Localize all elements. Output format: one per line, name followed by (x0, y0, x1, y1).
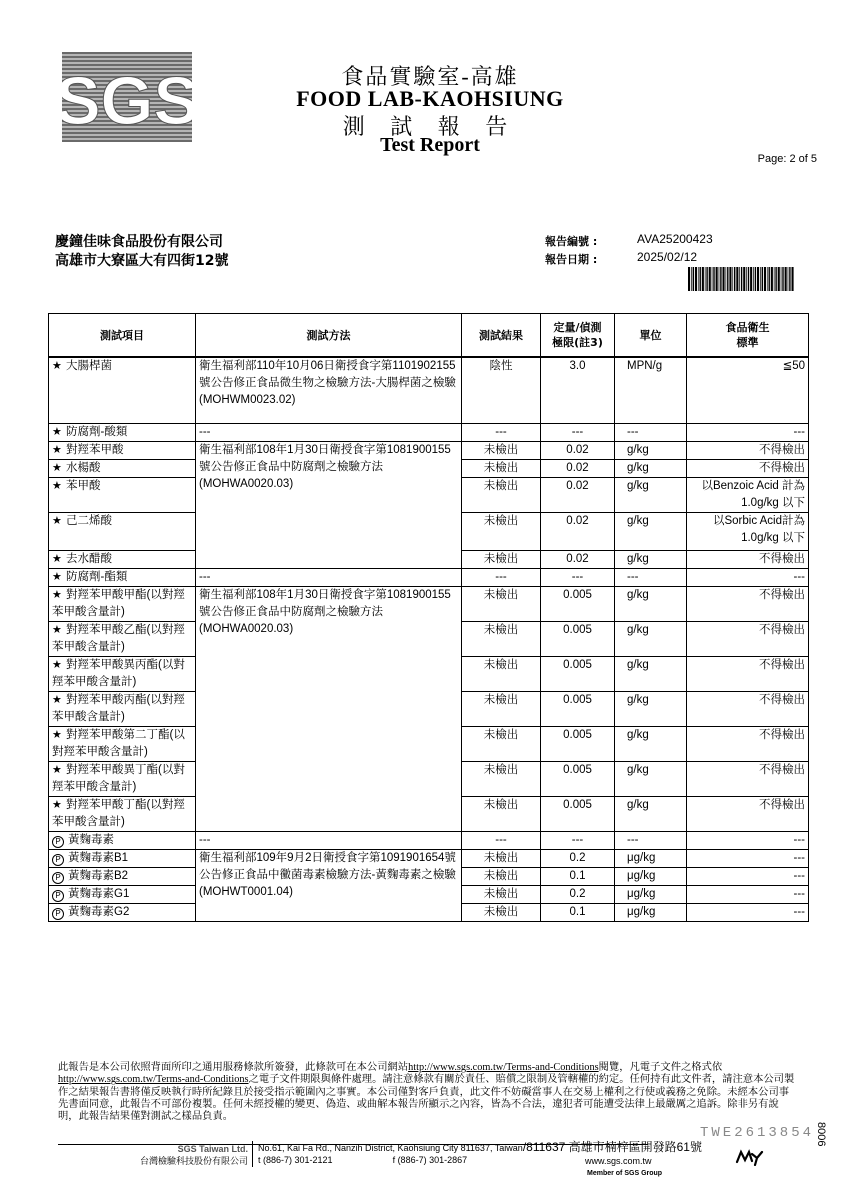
barcode (688, 267, 795, 291)
cell-item: ★ 對羥苯甲酸甲酯(以對羥苯甲酸含量計) (49, 586, 196, 621)
star-icon: ★ (52, 798, 62, 811)
cell-item: P 黃麴毒素G2 (49, 903, 196, 921)
report-date-label: 報告日期 : (545, 253, 598, 266)
p-mark-icon: P (52, 890, 64, 902)
cell-standard: 不得檢出 (687, 691, 809, 726)
cell-unit: --- (615, 423, 687, 441)
cell-item: ★ 對羥苯甲酸 (49, 441, 196, 459)
p-mark-icon: P (52, 872, 64, 884)
star-icon: ★ (52, 425, 62, 438)
header-unit: 單位 (615, 314, 687, 358)
cell-result: --- (462, 831, 541, 849)
cell-unit: --- (615, 831, 687, 849)
cell-standard: 不得檢出 (687, 656, 809, 691)
cell-item: ★ 防腐劑-酸類 (49, 423, 196, 441)
cell-loq: 0.1 (541, 903, 615, 921)
cell-unit: g/kg (615, 761, 687, 796)
cell-unit: g/kg (615, 656, 687, 691)
cell-item: ★ 對羥苯甲酸丙酯(以對羥苯甲酸含量計) (49, 691, 196, 726)
results-table (48, 313, 809, 922)
cell-loq: 0.02 (541, 512, 615, 550)
report-title-en: Test Report (380, 134, 480, 156)
cell-result: 未檢出 (462, 796, 541, 831)
cell-unit: μg/kg (615, 903, 687, 921)
cell-loq: 0.2 (541, 885, 615, 903)
cell-item: P 黃麴毒素 (49, 831, 196, 849)
cell-result: 未檢出 (462, 691, 541, 726)
cell-standard: --- (687, 885, 809, 903)
table-row (49, 357, 809, 423)
cell-result: 陰性 (462, 357, 541, 423)
side-number: 8006 (815, 1122, 827, 1147)
star-icon: ★ (52, 728, 62, 741)
sgs-logo-graphic (62, 52, 192, 142)
serial-number: TWE2613854 (700, 1125, 815, 1141)
star-icon: ★ (52, 443, 62, 456)
fax: f (886-7) 301-2867 (392, 1155, 468, 1165)
star-icon: ★ (52, 623, 62, 636)
address-en: No.61, Kai Fa Rd., Nanzih District, Kaohsiung City 811637, Taiwan (258, 1143, 523, 1153)
cell-result: 未檢出 (462, 512, 541, 550)
sgs-logo (62, 52, 192, 142)
header-result: 測試結果 (462, 314, 541, 358)
cell-standard: ≦50 (687, 357, 809, 423)
star-icon: ★ (52, 658, 62, 671)
cell-result: 未檢出 (462, 586, 541, 621)
header-item: 測試項目 (49, 314, 196, 358)
page-number: Page: 2 of 5 (757, 153, 817, 165)
cell-item: ★ 去水醋酸 (49, 550, 196, 568)
cell-loq: 0.2 (541, 849, 615, 867)
star-icon: ★ (52, 552, 62, 565)
cell-item: ★ 水楊酸 (49, 459, 196, 477)
cell-unit: g/kg (615, 586, 687, 621)
p-mark-icon: P (52, 836, 64, 848)
cell-standard: 以Benzoic Acid 計為1.0g/kg 以下 (687, 477, 809, 512)
cell-result: 未檢出 (462, 621, 541, 656)
member-of-sgs: Member of SGS Group (587, 1170, 663, 1177)
cell-standard: --- (687, 568, 809, 586)
cell-loq: 0.005 (541, 761, 615, 796)
cell-result: 未檢出 (462, 849, 541, 867)
table-row (49, 568, 809, 586)
footer-disclaimer: 此報告是本公司依照背面所印之通用服務條款所簽發，此條款可在本公司網站http://www.sgs.com.tw/Terms-and-Conditions閱覽，凡電子文件之格式依http://www.sgs.com.tw/Terms-and-Conditions之電子文件期限與條件處理。請注意條款有關於責任、賠償之限制及管轄權的約定。任何持有此文件者，請注意本公司製作之結果報告書將僅反映執行時所紀錄且於接受指示範圍內之事實。本公司僅對客戶負責，此文件不妨礙當事人在交易上權利之行使或義務之免除。未經本公司事先書面同意，此報告不可部份複製。任何未經授權的變更、偽造、或曲解本報告所顯示之內容，皆為不合法，違犯者可能遭受法律上最嚴厲之追訴。除非另有說明，此報告結果僅對測試之樣品負責。 (58, 1062, 795, 1123)
report-no: AVA25200423 (637, 232, 713, 246)
cell-item: P 黃麴毒素B2 (49, 867, 196, 885)
cell-method: 衛生福利部109年9月2日衛授食字第1091901654號公告修正食品中黴菌毒素檢驗方法-黃麴毒素之檢驗(MOHWT0001.04) (196, 849, 462, 921)
cell-unit: g/kg (615, 796, 687, 831)
report-date: 2025/02/12 (637, 250, 698, 264)
cell-item: ★ 對羥苯甲酸丁酯(以對羥苯甲酸含量計) (49, 796, 196, 831)
footer-website[interactable]: www.sgs.com.tw (585, 1156, 652, 1166)
table-row (49, 849, 809, 867)
cell-result: 未檢出 (462, 761, 541, 796)
cell-loq: 0.02 (541, 459, 615, 477)
cell-standard: --- (687, 867, 809, 885)
logo-text: SGS (62, 63, 192, 139)
star-icon: ★ (52, 763, 62, 776)
table-row (49, 831, 809, 849)
cell-method: --- (196, 423, 462, 441)
cell-loq: 0.005 (541, 796, 615, 831)
cell-item: ★ 對羥苯甲酸異丁酯(以對羥苯甲酸含量計) (49, 761, 196, 796)
cell-loq: 0.005 (541, 656, 615, 691)
cell-item: ★ 大腸桿菌 (49, 357, 196, 423)
cell-standard: --- (687, 423, 809, 441)
cell-unit: g/kg (615, 691, 687, 726)
cell-method: --- (196, 831, 462, 849)
cell-standard: 不得檢出 (687, 586, 809, 621)
signature-icon (735, 1148, 765, 1166)
cell-item: P 黃麴毒素B1 (49, 849, 196, 867)
star-icon: ★ (52, 360, 62, 372)
client-name: 慶鐘佳味食品股份有限公司 (55, 234, 223, 250)
cell-standard: 不得檢出 (687, 726, 809, 761)
cell-result: 未檢出 (462, 477, 541, 512)
cell-result: 未檢出 (462, 441, 541, 459)
cell-result: --- (462, 568, 541, 586)
cell-result: 未檢出 (462, 867, 541, 885)
table-header-row (49, 314, 809, 358)
cell-item: ★ 防腐劑-酯類 (49, 568, 196, 586)
cell-standard: 不得檢出 (687, 441, 809, 459)
cell-loq: 0.005 (541, 726, 615, 761)
cell-standard: 不得檢出 (687, 761, 809, 796)
cell-standard: --- (687, 831, 809, 849)
cell-result: --- (462, 423, 541, 441)
cell-standard: 不得檢出 (687, 459, 809, 477)
cell-standard: 不得檢出 (687, 796, 809, 831)
cell-loq: 0.02 (541, 550, 615, 568)
cell-standard: 以Sorbic Acid計為1.0g/kg 以下 (687, 512, 809, 550)
cell-unit: μg/kg (615, 885, 687, 903)
company-en: SGS Taiwan Ltd. (177, 1144, 248, 1154)
cell-loq: 0.1 (541, 867, 615, 885)
p-mark-icon: P (52, 854, 64, 866)
cell-standard: 不得檢出 (687, 550, 809, 568)
cell-method: 衛生福利部108年1月30日衛授食字第1081900155號公告修正食品中防腐劑之檢驗方法(MOHWA0020.03) (196, 441, 462, 568)
report-no-label: 報告編號 : (545, 235, 598, 248)
cell-loq: 0.02 (541, 441, 615, 459)
star-icon: ★ (52, 479, 62, 492)
cell-unit: g/kg (615, 441, 687, 459)
terms-link-2[interactable]: http://www.sgs.com.tw/Terms-and-Conditions (58, 1074, 249, 1086)
p-mark-icon: P (52, 908, 64, 920)
cell-loq: 0.005 (541, 586, 615, 621)
cell-result: 未檢出 (462, 903, 541, 921)
star-icon: ★ (52, 514, 62, 527)
cell-unit: MPN/g (615, 357, 687, 423)
cell-standard: --- (687, 849, 809, 867)
star-icon: ★ (52, 570, 62, 583)
cell-standard: --- (687, 903, 809, 921)
cell-item: ★ 苯甲酸 (49, 477, 196, 512)
cell-unit: g/kg (615, 621, 687, 656)
client-address: 高雄市大寮區大有四街12號 (55, 253, 229, 269)
cell-loq: --- (541, 423, 615, 441)
cell-loq: --- (541, 831, 615, 849)
cell-unit: g/kg (615, 459, 687, 477)
cell-item: ★ 對羥苯甲酸異丙酯(以對羥苯甲酸含量計) (49, 656, 196, 691)
cell-result: 未檢出 (462, 656, 541, 691)
cell-item: ★ 對羥苯甲酸第二丁酯(以對羥苯甲酸含量計) (49, 726, 196, 761)
star-icon: ★ (52, 461, 62, 474)
report-title-cn: 測 試 報 告 (342, 114, 518, 139)
lab-title-cn: 食品實驗室-高雄 (341, 64, 519, 89)
table-row (49, 441, 809, 459)
cell-method: 衛生福利部110年10月06日衛授食字第1101902155號公告修正食品微生物之檢驗方法-大腸桿菌之檢驗(MOHWM0023.02) (196, 357, 462, 423)
cell-item: ★ 對羥苯甲酸乙酯(以對羥苯甲酸含量計) (49, 621, 196, 656)
star-icon: ★ (52, 588, 62, 601)
tel: t (886-7) 301-2121 (258, 1155, 333, 1165)
cell-loq: 0.005 (541, 691, 615, 726)
footer-company (118, 1143, 248, 1167)
cell-item: P 黃麴毒素G1 (49, 885, 196, 903)
star-icon: ★ (52, 693, 62, 706)
cell-unit: --- (615, 568, 687, 586)
header-method: 測試方法 (196, 314, 462, 358)
table-row (49, 586, 809, 621)
cell-method: --- (196, 568, 462, 586)
table-row (49, 423, 809, 441)
lab-title-en: FOOD LAB-KAOHSIUNG (296, 86, 564, 111)
cell-loq: --- (541, 568, 615, 586)
cell-unit: g/kg (615, 512, 687, 550)
terms-link-1[interactable]: http://www.sgs.com.tw/Terms-and-Conditions (408, 1062, 599, 1073)
cell-item: ★ 己二烯酸 (49, 512, 196, 550)
cell-result: 未檢出 (462, 885, 541, 903)
cell-result: 未檢出 (462, 726, 541, 761)
header-loq: 定量/偵測 極限(註3) (541, 314, 615, 358)
cell-result: 未檢出 (462, 550, 541, 568)
header-standard: 食品衛生 標準 (687, 314, 809, 358)
cell-unit: g/kg (615, 477, 687, 512)
cell-unit: g/kg (615, 726, 687, 761)
cell-loq: 3.0 (541, 357, 615, 423)
cell-method: 衛生福利部108年1月30日衛授食字第1081900155號公告修正食品中防腐劑之檢驗方法(MOHWA0020.03) (196, 586, 462, 831)
cell-loq: 0.005 (541, 621, 615, 656)
footer-separator (252, 1141, 253, 1167)
company-cn: 台灣檢驗科技股份有限公司 (139, 1156, 248, 1166)
cell-loq: 0.02 (541, 477, 615, 512)
cell-unit: μg/kg (615, 867, 687, 885)
address-cn: /811637 高雄市楠梓區開發路61號 (522, 1140, 702, 1154)
cell-unit: μg/kg (615, 849, 687, 867)
cell-standard: 不得檢出 (687, 621, 809, 656)
cell-unit: g/kg (615, 550, 687, 568)
cell-result: 未檢出 (462, 459, 541, 477)
